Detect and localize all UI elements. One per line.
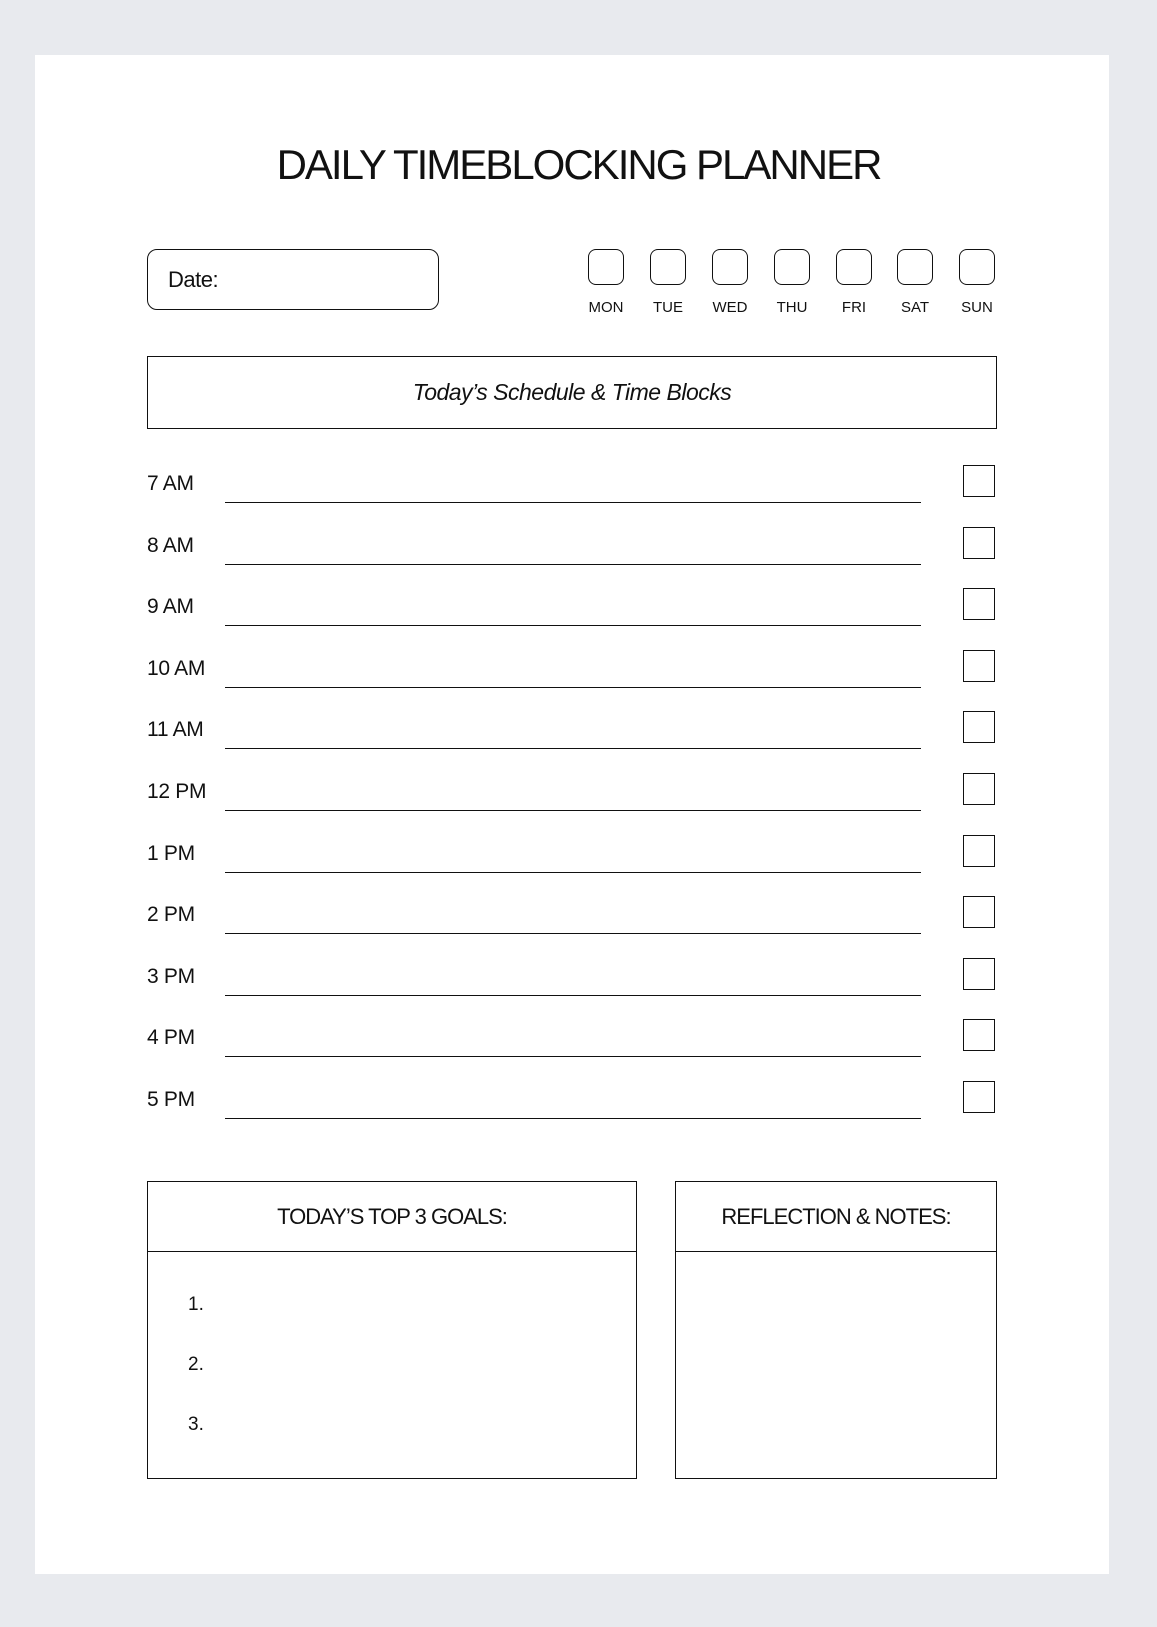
time-label: 11 AM (147, 718, 204, 742)
day-sun (952, 249, 1002, 317)
time-label: 12 PM (147, 780, 207, 803)
goal-item-3[interactable]: 3. (188, 1414, 204, 1435)
time-row (147, 1076, 997, 1138)
time-label: 4 PM (147, 1026, 195, 1050)
notes-panel (675, 1181, 997, 1479)
time-block-checkbox[interactable] (963, 1081, 995, 1113)
time-row (147, 583, 997, 645)
day-thu (767, 249, 817, 317)
day-label-sun: SUN (961, 299, 993, 316)
day-label-wed: WED (712, 299, 748, 316)
time-label: 7 AM (147, 472, 194, 495)
time-block-line[interactable] (225, 564, 921, 565)
time-label: 10 AM (147, 656, 206, 680)
time-label: 3 PM (147, 964, 195, 988)
time-block-checkbox[interactable] (963, 465, 995, 497)
day-fri (829, 249, 879, 317)
time-row (147, 953, 997, 1015)
time-row (147, 830, 997, 892)
time-block-checkbox[interactable] (963, 773, 995, 805)
time-block-checkbox[interactable] (963, 650, 995, 682)
day-checkbox-thu[interactable] (774, 249, 810, 285)
time-row (147, 645, 997, 707)
time-block-line[interactable] (225, 1056, 921, 1057)
time-block-line[interactable] (225, 933, 921, 934)
goal-item-1[interactable]: 1. (188, 1294, 204, 1315)
date-field[interactable] (147, 249, 439, 310)
time-block-line[interactable] (225, 625, 921, 626)
time-row (147, 460, 997, 522)
time-block-checkbox[interactable] (963, 711, 995, 743)
day-mon (581, 249, 631, 317)
day-checkbox-fri[interactable] (836, 249, 872, 285)
schedule-header: Today’s Schedule & Time Blocks (147, 356, 997, 429)
time-label: 9 AM (147, 595, 194, 619)
time-label: 5 PM (147, 1088, 195, 1111)
page-title: DAILY TIMEBLOCKING PLANNER (276, 141, 881, 188)
day-label-sat: SAT (900, 299, 930, 316)
time-block-checkbox[interactable] (963, 588, 995, 620)
time-block-line[interactable] (225, 995, 921, 996)
day-checkbox-wed[interactable] (712, 249, 748, 285)
time-block-checkbox[interactable] (963, 896, 995, 928)
day-label-mon: MON (588, 299, 624, 316)
time-block-line[interactable] (225, 1118, 921, 1119)
day-wed (705, 249, 755, 317)
time-block-checkbox[interactable] (963, 835, 995, 867)
time-label: 8 AM (147, 533, 194, 557)
goals-panel (147, 1181, 637, 1479)
time-block-line[interactable] (225, 687, 921, 688)
time-label: 1 PM (147, 841, 195, 865)
day-label-thu: THU (776, 299, 808, 316)
time-block-line[interactable] (225, 748, 921, 749)
day-checkbox-sun[interactable] (959, 249, 995, 285)
day-checkbox-mon[interactable] (588, 249, 624, 285)
date-label: Date: (168, 267, 219, 292)
time-row (147, 1014, 997, 1076)
time-block-line[interactable] (225, 810, 921, 811)
goal-item-2[interactable]: 2. (188, 1354, 204, 1375)
day-sat (890, 249, 940, 317)
goals-title: TODAY’S TOP 3 GOALS: (148, 1182, 636, 1252)
day-checkbox-tue[interactable] (650, 249, 686, 285)
time-block-checkbox[interactable] (963, 958, 995, 990)
time-block-checkbox[interactable] (963, 1019, 995, 1051)
time-block-line[interactable] (225, 872, 921, 873)
notes-area[interactable] (676, 1252, 996, 1478)
time-row (147, 768, 997, 830)
time-row (147, 522, 997, 584)
day-checkbox-sat[interactable] (897, 249, 933, 285)
notes-title: REFLECTION & NOTES: (676, 1182, 996, 1252)
time-label: 2 PM (147, 903, 195, 927)
time-row (147, 706, 997, 768)
day-tue (643, 249, 693, 317)
time-row (147, 891, 997, 953)
time-block-line[interactable] (225, 502, 921, 503)
day-label-tue: TUE (653, 299, 683, 316)
time-block-checkbox[interactable] (963, 527, 995, 559)
day-label-fri: FRI (841, 299, 867, 316)
